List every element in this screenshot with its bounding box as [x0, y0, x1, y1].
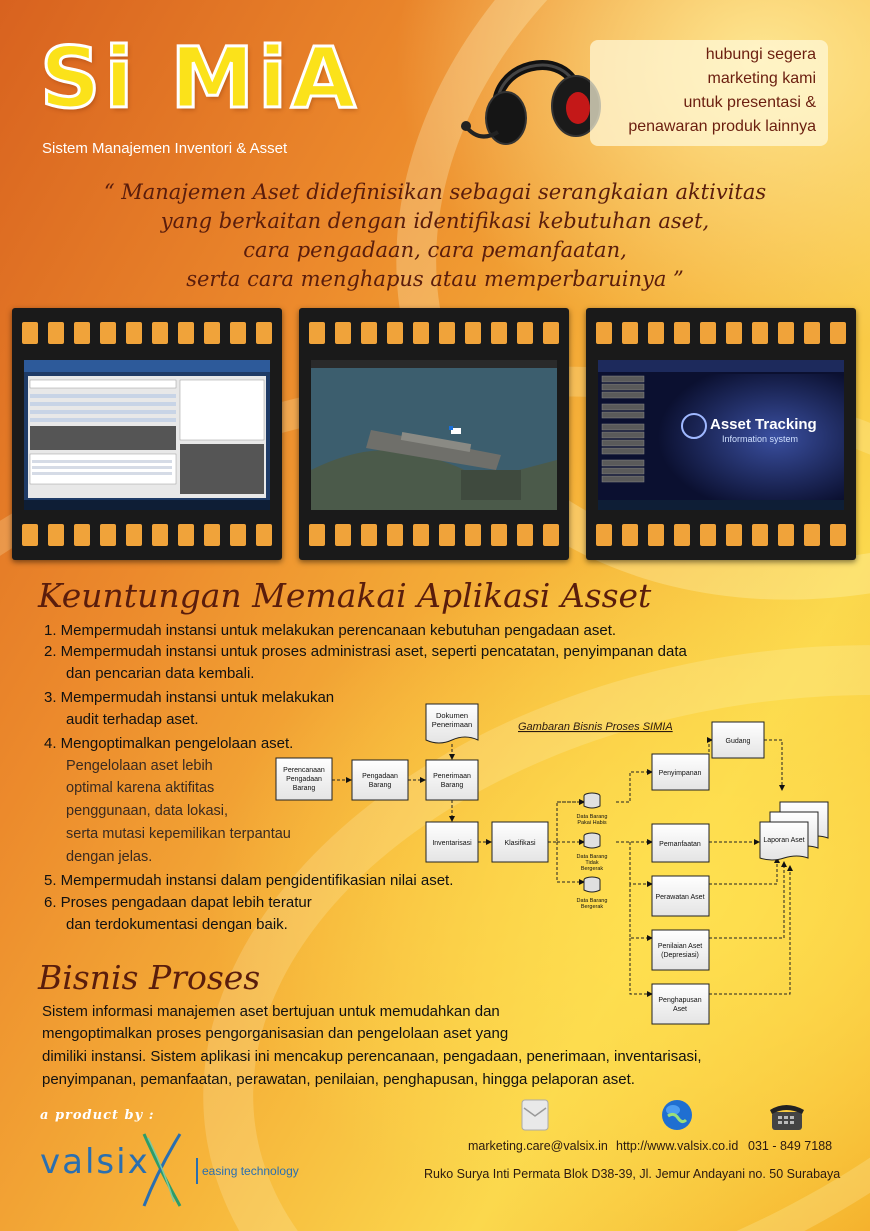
contact-phone: 031 - 849 7188	[748, 1139, 833, 1153]
node-label: Dokumen	[435, 711, 469, 720]
benefit-detail: serta mutasi kepemilikan terpantau	[66, 826, 291, 842]
node-penyimpanan	[652, 754, 709, 790]
node-label: Penerimaan	[433, 773, 471, 780]
quote-line: “ Manajemen Aset didefinisikan sebagai serangkaian aktivitas	[103, 180, 767, 204]
node-label: Bergerak	[580, 866, 604, 872]
database-icon	[577, 833, 608, 872]
film-perforations	[22, 322, 272, 344]
benefit-item: 3. Mempermudah instansi untuk melakukan	[44, 689, 335, 706]
node-laporan	[760, 802, 828, 860]
node-label: Gudang	[725, 738, 751, 745]
benefit-item: 6. Proses pengadaan dapat lebih teratur	[44, 894, 312, 911]
node-label: Penerimaan	[431, 720, 473, 729]
headset-icon	[458, 44, 608, 154]
product-by-label: a product by :	[40, 1108, 155, 1123]
benefit-item: 5. Mempermudah instansi dalam pengidentifikasian nilai aset.	[44, 872, 454, 889]
node-label: Penyimpanan	[658, 770, 702, 777]
benefit-detail: Pengelolaan aset lebih	[66, 758, 213, 774]
quote-line: cara pengadaan, cara pemanfaatan,	[243, 238, 627, 262]
definition-quote	[40, 178, 830, 294]
node-klasifikasi	[492, 822, 548, 862]
benefit-item-continued: dan pencarian data kembali.	[66, 665, 255, 682]
benefit-item: 4. Mengoptimalkan pengelolaan aset.	[44, 735, 294, 752]
node-perawatan	[652, 876, 709, 916]
benefit-item-continued: dan terdokumentasi dengan baik.	[66, 916, 288, 933]
process-paragraph-line: dimiliki instansi. Sistem aplikasi ini mencakup perencanaan, pengadaan, penerimaan, inventarisasi,	[42, 1048, 702, 1065]
film-perforations	[596, 322, 846, 344]
node-label: Laporan Aset	[763, 837, 805, 844]
benefit-detail: dengan jelas.	[66, 849, 153, 865]
brand-wordmark: valsix	[40, 1142, 150, 1182]
callout-line: penawaran produk lainnya	[628, 118, 816, 135]
node-pemanfaatan	[652, 824, 709, 862]
node-label: Inventarisasi	[432, 840, 472, 847]
benefit-detail: optimal karena aktifitas	[66, 780, 215, 796]
node-penerimaan	[426, 760, 478, 800]
node-label: Barang	[368, 782, 392, 789]
mail-icon	[520, 1098, 550, 1132]
splash-brand-title: Asset Tracking	[710, 416, 817, 433]
company-address: Ruko Surya Inti Permata Blok D38-39, Jl. Jemur Andayani no. 50 Surabaya	[424, 1167, 841, 1181]
database-icon	[577, 793, 608, 826]
node-label: Perawatan Aset	[655, 894, 705, 901]
app-screenshot-splash	[598, 360, 844, 510]
benefit-item-continued: audit terhadap aset.	[66, 711, 199, 728]
film-perforations	[596, 524, 846, 546]
contact-callout	[590, 40, 828, 146]
brand-tagline: easing technology	[202, 1164, 299, 1178]
screenshot-film-1	[12, 308, 282, 560]
phone-icon	[766, 1100, 806, 1134]
node-label: Barang	[440, 782, 464, 789]
node-label: Penilaian Aset	[657, 943, 703, 950]
process-paragraph-line: penyimpanan, pemanfaatan, perawatan, penilaian, penghapusan, hingga pelaporan aset.	[42, 1071, 635, 1088]
process-paragraph-line: mengoptimalkan proses pengorganisasian dan pengelolaan aset yang	[42, 1025, 509, 1042]
node-label: Tidak	[585, 860, 599, 866]
node-label: Aset	[672, 1006, 688, 1013]
splash-brand-subtitle: Information system	[722, 434, 799, 444]
node-label: (Depresiasi)	[661, 952, 699, 959]
node-perencanaan	[276, 758, 332, 800]
node-penilaian	[652, 930, 709, 970]
process-heading: Bisnis Proses	[38, 958, 261, 997]
callout-line: marketing kami	[707, 70, 816, 87]
product-subtitle: Sistem Manajemen Inventori & Asset	[42, 140, 288, 157]
benefits-heading: Keuntungan Memakai Aplikasi Asset	[38, 576, 652, 615]
tagline-divider	[196, 1158, 198, 1184]
node-label: Klasifikasi	[504, 840, 536, 847]
benefit-detail: penggunaan, data lokasi,	[66, 803, 229, 819]
node-label: Pemanfaatan	[659, 841, 701, 848]
contact-website[interactable]: http://www.valsix.co.id	[616, 1139, 739, 1153]
diagram-title: Gambaran Bisnis Proses SIMIA	[518, 721, 673, 733]
node-label: Data Barang	[576, 898, 608, 904]
node-label: Data Barang	[576, 814, 608, 820]
callout-line: untuk presentasi &	[683, 94, 816, 111]
app-screenshot-table	[24, 360, 270, 510]
screenshot-film-2	[299, 308, 569, 560]
node-label: Pengadaan	[286, 776, 322, 783]
screenshot-film-3	[586, 308, 856, 560]
app-screenshot-map	[311, 360, 557, 510]
node-pengadaan	[352, 760, 408, 800]
node-label: Barang	[292, 785, 316, 792]
node-dokumen	[426, 704, 478, 743]
benefit-item: 2. Mempermudah instansi untuk proses administrasi aset, seperti pencatatan, penyimpanan data	[44, 643, 687, 660]
quote-line: serta cara menghapus atau memperbaruinya ”	[186, 267, 684, 291]
contact-email[interactable]: marketing.care@valsix.in	[468, 1139, 608, 1153]
film-perforations	[22, 524, 272, 546]
quote-line: yang berkaitan dengan identifikasi kebutuhan aset,	[160, 209, 710, 233]
node-label: Pengadaan	[362, 773, 398, 780]
process-paragraph-line: Sistem informasi manajemen aset bertujuan untuk memudahkan dan	[42, 1003, 500, 1020]
node-label: Pakai Habis	[577, 820, 607, 826]
callout-line: hubungi segera	[705, 46, 816, 63]
node-label: Bergerak	[580, 904, 604, 910]
node-label: Perencanaan	[283, 767, 325, 774]
node-label: Data Barang	[576, 854, 608, 860]
database-icon	[577, 877, 608, 910]
node-inventarisasi	[426, 822, 478, 862]
benefit-item: 1. Mempermudah instansi untuk melakukan perencanaan kebutuhan pengadaan aset.	[44, 622, 617, 639]
film-perforations	[309, 524, 559, 546]
film-perforations	[309, 322, 559, 344]
globe-icon	[660, 1098, 694, 1132]
node-label: Penghapusan	[658, 997, 702, 1004]
node-penghapusan	[652, 984, 709, 1024]
node-gudang	[712, 722, 764, 758]
business-process-diagram	[272, 700, 832, 1030]
product-logo-title: Si MiA	[40, 29, 360, 127]
